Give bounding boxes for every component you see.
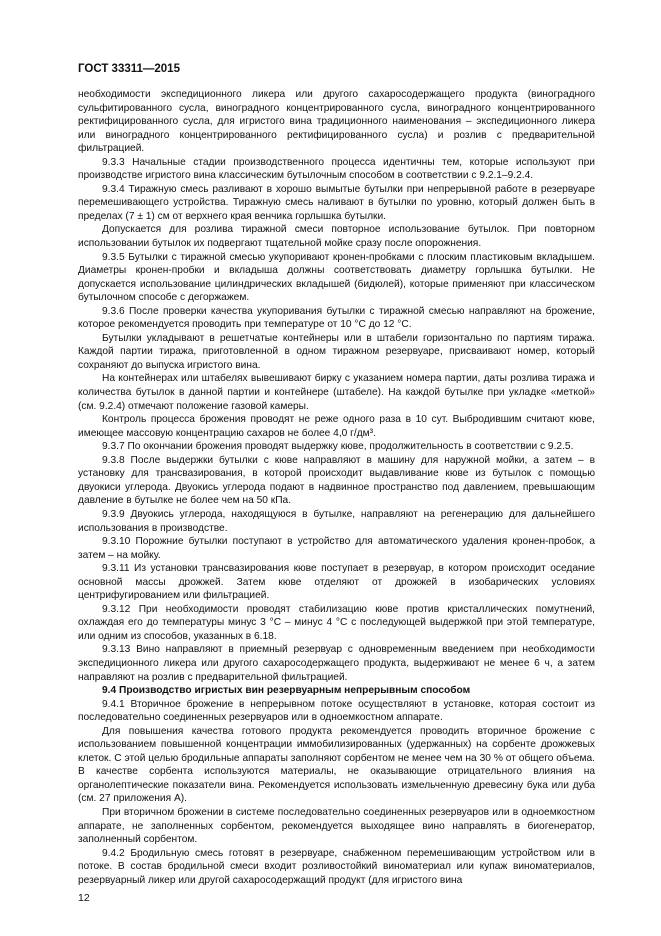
paragraph: Контроль процесса брожения проводят не реже одного раза в 10 сут. Выбродившим считают кюве, имеющее массовую концентрацию сахаров не более 4,0 г/дм³.	[78, 414, 595, 439]
paragraph: 9.3.13 Вино направляют в приемный резервуар с одновременным введением при необходимости экспедиционного ликера или другого сахаросодержащего продукта, выдерживают не менее 6 ч, а затем направляют на розлив с предварительной фильтрацией.	[78, 644, 595, 683]
paragraph: 9.3.5 Бутылки с тиражной смесью укупоривают кронен-пробками с плоским пластиковым вкладышем. Диаметры кронен-пробки и вкладыша должны соответствовать диаметру горлышка бутылки. Не допускается использование цилиндрических вкладышей (бидюлей), которые применяют при классическом бутылочном способе с дегоржажем.	[78, 251, 595, 304]
page-body	[78, 88, 595, 887]
paragraph: 9.3.9 Двуокись углерода, находящуюся в бутылке, направляют на регенерацию для дальнейшего использования в производстве.	[78, 508, 595, 534]
paragraph: 9.4.2 Бродильную смесь готовят в резервуаре, снабженном перемешивающим устройством или в потоке. В состав бродильной смеси входит розливостойкий виноматериал или купаж виноматериалов, резервуарный ликер или другой сахаросодержащий продукт (для игристого вина	[78, 847, 595, 886]
paragraph: 9.3.12 При необходимости проводят стабилизацию кюве против кристаллических помутнений, охлаждая его до температуры минус 3 °С – минус 4 °С с последующей выдержкой при этой температуре, или одним из способов, указанных в 6.18.	[78, 603, 595, 642]
paragraph: Бутылки укладывают в решетчатые контейнеры или в штабели горизонтально по партиям тиража. Каждой партии тиража, приготовленной в одном тиражном резервуаре, присваивают номер, который сохраняют до выпуска игристого вина.	[78, 332, 595, 371]
page-number: 12	[78, 892, 90, 904]
paragraph: 9.3.8 После выдержки бутылки с кюве направляют в машину для наружной мойки, а затем – в установку для трансвазирования, в которой происходит выдавливание кюве из бутылок с помощью двуокиси углерода. Двуокись углерода подают в надвинное пространство под давлением, превышающим давление в бутылке не более чем на 50 кПа.	[78, 454, 595, 507]
paragraph: Для повышения качества готового продукта рекомендуется проводить вторичное брожение с использованием повышенной концентрации иммобилизированных (удержанных) на сорбенте дрожжевых клеток. С этой целью бродильные аппараты заполняют сорбентом не менее чем на 30 % от общего объема. В качестве сорбента используются материалы, не оказывающие отрицательного влияния на органолептические показатели вина. Рекомендуется использовать измельченную древесину бука или дуба (см. 27 приложения А).	[78, 725, 595, 805]
paragraph: На контейнерах или штабелях вывешивают бирку с указанием номера партии, даты розлива тиража и количества бутылок в данной партии и контейнере (штабеле). На каждой бутылке при укладке «меткой» (см. 9.2.4) отмечают положение газовой камеры.	[78, 373, 595, 412]
paragraph: 9.3.10 Порожние бутылки поступают в устройство для автоматического удаления кронен-пробок, а затем – на мойку.	[78, 536, 595, 561]
document-code: ГОСТ 33311—2015	[78, 63, 180, 75]
paragraph: Допускается для розлива тиражной смеси повторное использование бутылок. При повторном использовании бутылок их подвергают тщательной мойке сразу после опорожнения.	[78, 224, 595, 250]
paragraph: 9.3.6 После проверки качества укупоривания бутылки с тиражной смесью направляют на брожение, которое рекомендуется проводить при температуре от 10 °С до 12 °С.	[78, 305, 595, 331]
paragraph: необходимости экспедиционного ликера или другого сахаросодержащего продукта (виноградного сульфитированного сусла, виноградного концентрированного сусла, виноградного концентрированного ректифицированного сусла, для игристого вина традиционного наименования – экспедиционного ликера или виноградного концентрированного ректифицированного сусла) и розлив с предварительной фильтрацией.	[78, 89, 595, 155]
paragraph: 9.3.4 Тиражную смесь разливают в хорошо вымытые бутылки при непрерывной работе в резервуаре перемешивающего устройства. Тиражную смесь наливают в бутылки по уровню, который должен быть в пределах (7 ± 1) см от верхнего края венчика горлышка бутылки.	[78, 183, 595, 222]
section-heading: 9.4 Производство игристых вин резервуарным непрерывным способом	[102, 685, 471, 697]
paragraph: 9.3.7 По окончании брожения проводят выдержку кюве, продолжительность в соответствии с 9.2.5.	[102, 441, 574, 453]
paragraph: 9.3.3 Начальные стадии производственного процесса идентичны тем, которые используют при производстве игристого вина классическим бутылочным способом в соответствии с 9.2.1–9.2.4.	[78, 156, 595, 182]
paragraph: При вторичном брожении в системе последовательно соединенных резервуаров или в одноемкостном аппарате, не заполненных сорбентом, рекомендуется выходящее вино направлять в биогенератор, заполненный сорбентом.	[78, 806, 595, 846]
paragraph: 9.3.11 Из установки трансвазирования кюве поступает в резервуар, в котором происходит оседание основной массы дрожжей. Затем кюве отделяют от дрожжей в изобарических условиях центрифугированием или фильтрацией.	[78, 563, 595, 602]
paragraph: 9.4.1 Вторичное брожение в непрерывном потоке осуществляют в установке, которая состоит из последовательно соединенных резервуаров или в одноемкостном аппарате.	[78, 698, 595, 724]
